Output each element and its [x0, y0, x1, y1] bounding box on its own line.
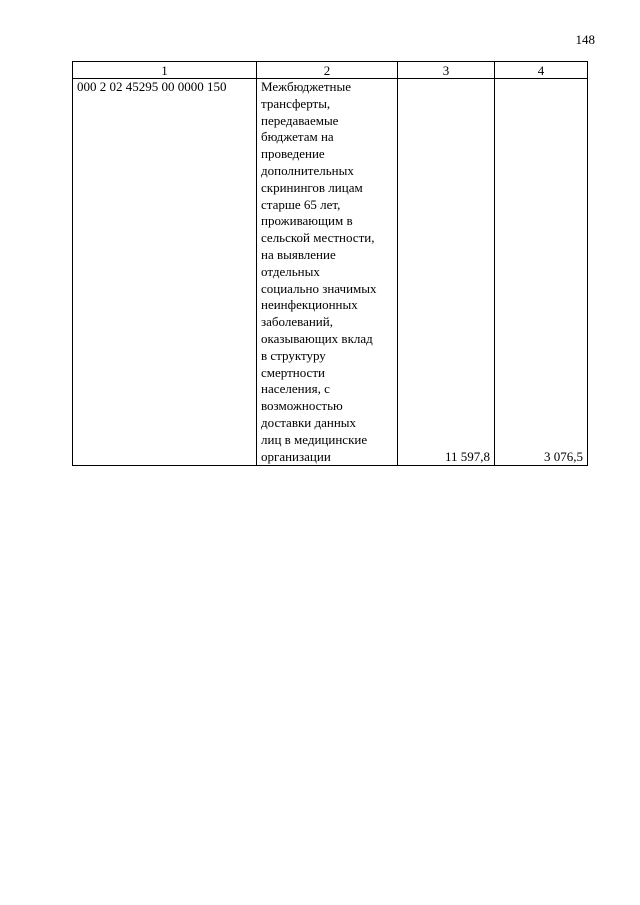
name-line: оказывающих вклад — [261, 330, 373, 346]
name-line: проживающим в — [261, 213, 353, 229]
budget-table — [72, 61, 588, 466]
name-line: лиц в медицинские — [261, 431, 368, 447]
table-header-row — [73, 62, 588, 79]
name-line: возможностью — [261, 398, 343, 414]
name-line: дополнительных — [261, 162, 354, 178]
budget-code-cell: 000 2 02 45295 00 0000 150 — [73, 79, 257, 466]
name-line: старше 65 лет, — [261, 196, 341, 212]
name-line: проведение — [261, 146, 325, 162]
column-header-3: 3 — [398, 62, 495, 79]
name-line: скринингов лицам — [261, 179, 363, 195]
column-header-1: 1 — [73, 62, 257, 79]
column-header-2: 2 — [257, 62, 398, 79]
name-line: сельской местности, — [261, 230, 375, 246]
name-line: бюджетам на — [261, 129, 334, 145]
name-line: населения, с — [261, 381, 330, 397]
budget-name-cell — [257, 79, 398, 466]
name-line: социально значимых — [261, 280, 377, 296]
name-line: передаваемые — [261, 112, 339, 128]
name-line: неинфекционных — [261, 297, 358, 313]
name-line: трансферты, — [261, 95, 331, 111]
value-col4-cell: 3 076,5 — [495, 79, 588, 466]
name-line: отдельных — [261, 263, 320, 279]
name-line: доставки данных — [261, 414, 357, 430]
value-col3-cell: 11 597,8 — [398, 79, 495, 466]
table-row — [73, 79, 588, 466]
name-line: смертности — [261, 364, 325, 380]
name-line: Межбюджетные — [261, 79, 351, 94]
page-number: 148 — [575, 32, 595, 47]
name-line: заболеваний, — [261, 314, 333, 330]
name-line: на выявление — [261, 246, 336, 262]
column-header-4: 4 — [495, 62, 588, 79]
name-line: в структуру — [261, 347, 326, 363]
name-line: организации — [261, 448, 331, 464]
